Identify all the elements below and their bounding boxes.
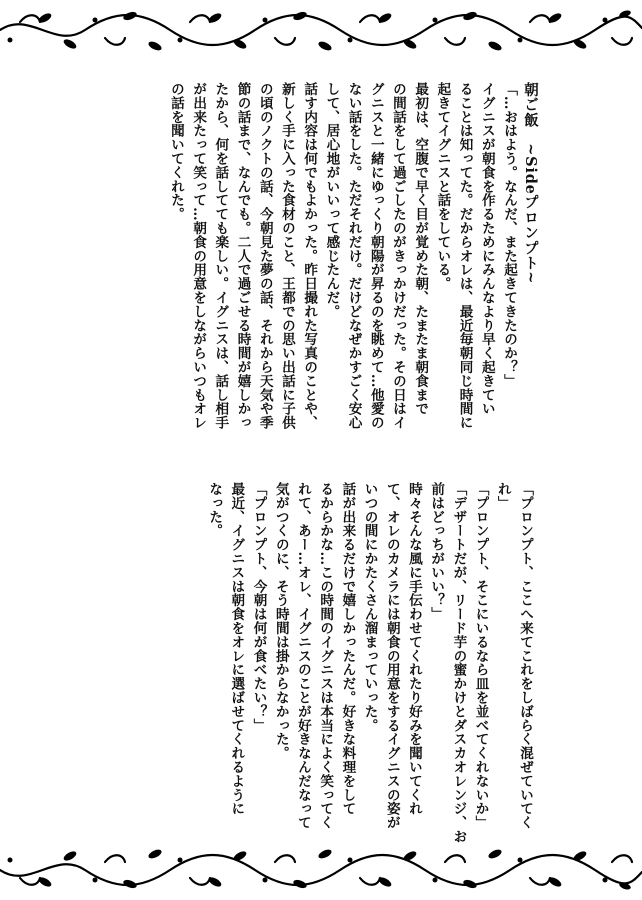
text-column: の頃のノクトの話、今朝見た夢の話、それから天気や季 bbox=[256, 82, 273, 430]
text-column: の話を聞いてくれた。 bbox=[167, 82, 184, 221]
text-column: 話が出来るだけで嬉しかったんだ。好きな料理をして bbox=[339, 482, 356, 816]
bottom-floral-border bbox=[0, 838, 642, 900]
upper-text-block bbox=[165, 82, 542, 462]
story-title: 朝ご飯 ~Sideプロンプト~ bbox=[522, 82, 539, 285]
text-column: 「プロンプト、そこにいるなら皿を並べてくれないか」 bbox=[472, 482, 489, 830]
text-column: 気がつくのに、そう時間は掛からなかった。 bbox=[272, 482, 289, 760]
top-floral-border bbox=[0, 0, 642, 62]
text-column: 「デザートだが、リード芋の蜜かけとダスカオレンジ、お bbox=[450, 482, 467, 844]
text-column: 最近、イグニスは朝食をオレに選ばせてくれるように bbox=[228, 482, 245, 816]
text-column: ない話をした。ただそれだけ。だけどなぜかすごく安心 bbox=[345, 82, 362, 430]
text-column: が出来たって笑って…朝食の用意をしながらいつもオレ bbox=[190, 82, 207, 430]
text-column: 「…おはよう。なんだ、また起きてきたのか？」 bbox=[501, 82, 517, 388]
text-column: 起きてイグニスと話をしている。 bbox=[434, 82, 451, 291]
text-column: 話す内容は何でもよかった。昨日撮れた写真のことや、 bbox=[301, 82, 318, 430]
text-column: れ」 bbox=[494, 482, 511, 510]
text-column: るからかな…この時間のイグニスは本当によく笑ってく bbox=[317, 482, 334, 830]
text-column: れて、あー…オレ、イグニスのことが好きなんだなって bbox=[294, 482, 311, 830]
title-gap bbox=[520, 82, 542, 462]
text-column: 節の話まで、なんでも。二人で過ごせる時間が嬉しかっ bbox=[234, 82, 251, 430]
text-column: イグニスが朝食を作るためにみんなより早く起きてい bbox=[478, 82, 495, 416]
text-column: ることは知ってた。だからオレは、最近毎朝同じ時間に bbox=[456, 82, 473, 430]
text-column: して、居心地がいいって感じたんだ。 bbox=[323, 82, 340, 319]
text-column: 前はどっちがいい？」 bbox=[428, 482, 445, 621]
text-column: 「プロンプト、今朝は何が食べたい？」 bbox=[250, 482, 267, 733]
text-column: なった。 bbox=[206, 482, 223, 538]
text-column: いつの間にかたくさん溜まっていった。 bbox=[361, 482, 378, 733]
text-column: 時々そんな風に手伝わせてくれたり好みを聞いてくれ bbox=[405, 482, 422, 816]
text-column: グニスと一緒にゆっくり朝陽が昇るのを眺めて…他愛の bbox=[367, 82, 384, 430]
text-column: の間話をして過ごしたのがきっかけだった。その日はイ bbox=[389, 82, 406, 430]
text-column: 「プロンプト、ここへ来てこれをしばらく混ぜていてく bbox=[517, 482, 533, 830]
text-column: 最初は、空腹で早く目が覚めた朝、たまたま朝食まで bbox=[412, 82, 429, 416]
lower-text-block bbox=[203, 482, 536, 844]
text-column: 新しく手に入った食材のこと、王都での思い出話に子供 bbox=[278, 82, 295, 430]
text-column: て、オレのカメラには朝食の用意をするイグニスの姿が bbox=[383, 482, 400, 830]
text-column: たから、何を話してても楽しい。イグニスは、話し相手 bbox=[212, 82, 229, 430]
